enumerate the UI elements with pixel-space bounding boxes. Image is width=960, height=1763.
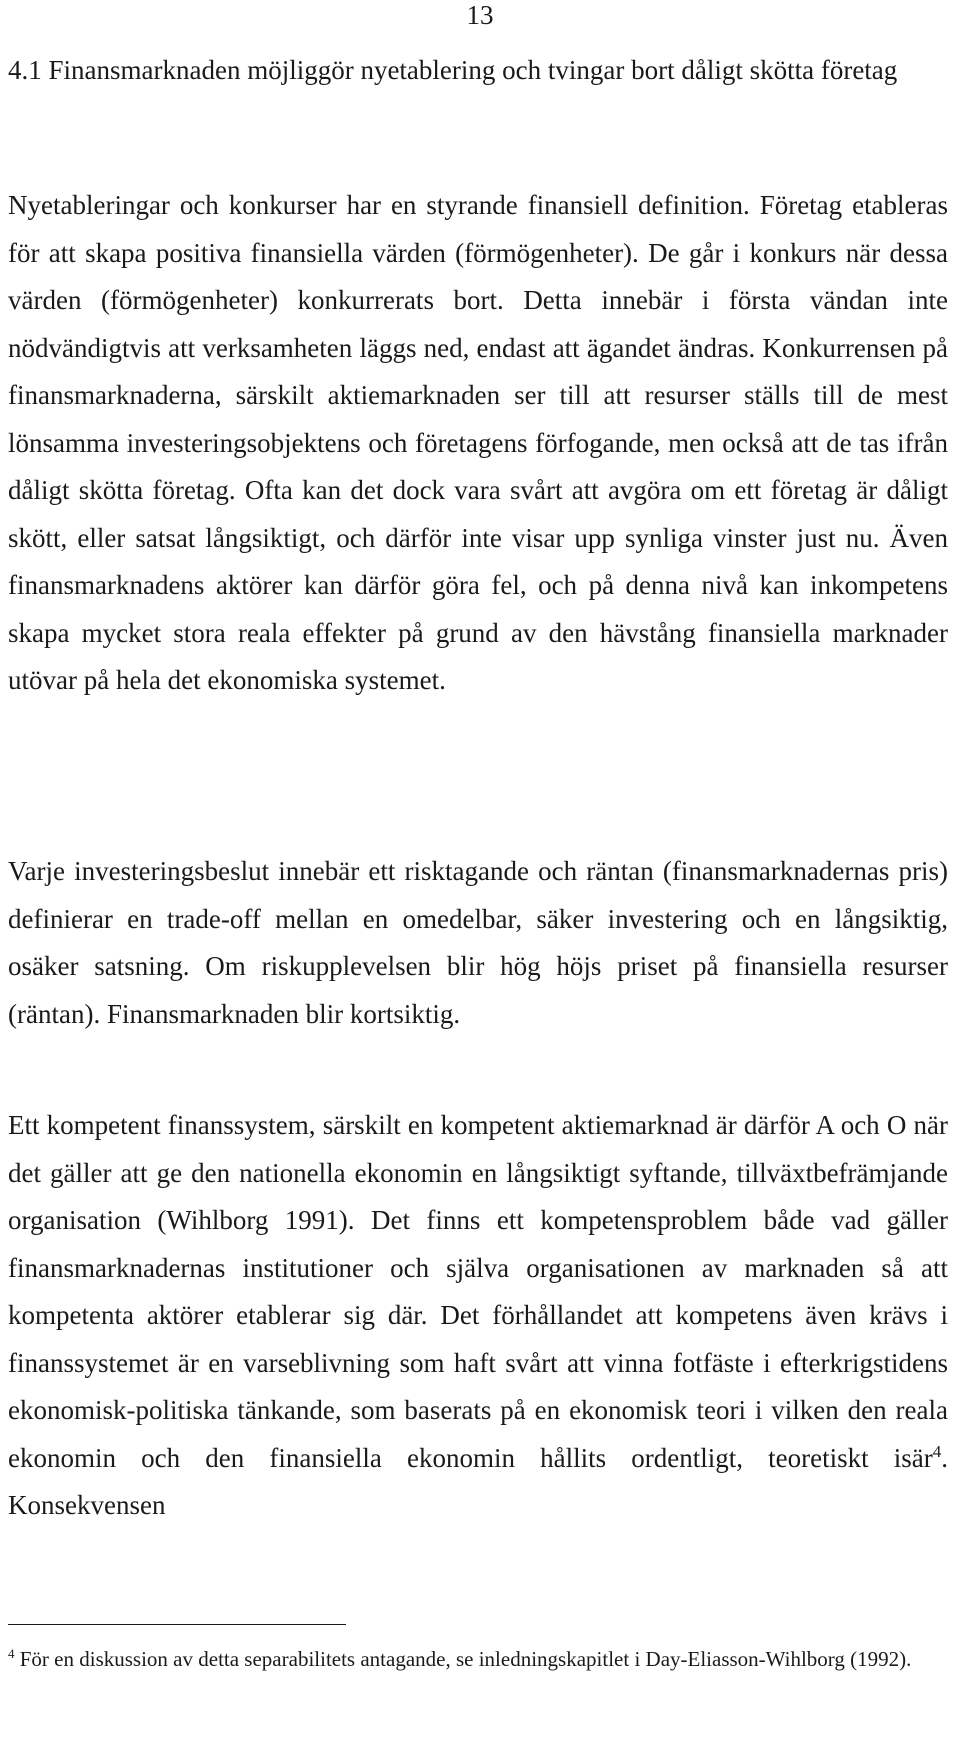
footnote-marker: 4 [8,1646,15,1661]
body-paragraph-1: Nyetableringar och konkurser har en styrande finansiell definition. Företag etableras för att skapa positiva finansiella värden (förmögenheter). De går i konkurs när dessa värden (förmögenheter) konkurrerats bort. Detta innebär i första vändan inte nödvändigtvis att verksamheten läggs ned, endast att ägandet ändras. Konkurrensen på finansmarknaderna, särskilt aktiemarknaden ser till att resurser ställs till de mest lönsamma investeringsobjektens och företagens förfogande, men också att de tas ifrån dåligt skötta företag. Ofta kan det dock vara svårt att avgöra om ett företag är dåligt skött, eller satsat långsiktigt, och därför inte visar upp synliga vinster just nu. Även finansmarknadens aktörer kan därför göra fel, och på denna nivå kan inkompetens skapa mycket stora reala effekter på grund av den hävstång finansiella marknader utövar på hela det ekonomiska systemet. [8,190,948,695]
page-number: 13 [466,0,494,30]
footnote-text: För en diskussion av detta separabilitets antagande, se inledningskapitlet i Day-Eliasson-Wihlborg (1992). [14,1647,912,1671]
body-paragraph-2: Varje investeringsbeslut innebär ett risktagande och räntan (finansmarknadernas pris) definierar en trade-off mellan en omedelbar, säker investering och en långsiktig, osäker satsning. Om riskupplevelsen blir hög höjs priset på finansiella resurser (räntan). Finansmarknaden blir kortsiktig. [8,856,948,1029]
footnote-divider [8,1624,346,1625]
paragraph-3-tail: . Konsekvensen [8,1442,948,1520]
footnote-reference: 4 [932,1441,942,1461]
paragraph-3-text: Ett kompetent finanssystem, särskilt en kompetent aktiemarknad är därför A och O när det gäller att ge den nationella ekonomin en långsiktigt syftande, tillväxtbefrämjande organisation (Wihlborg 1991). Det finns ett kompetensproblem både vad gäller finansmarknadernas institutioner och själva organisationen av marknaden så att kompetenta aktörer etablerar sig där. Det förhållandet att kompetens även krävs i finanssystemet är en varseblivning som haft svårt att vinna fotfäste i efterkrigstidens ekonomisk-politiska tänkande, som baserats på en ekonomisk teori i vilken den reala ekonomin och den finansiella ekonomin hållits ordentligt, teoretiskt isär [8,1110,948,1473]
footnote [8,1642,948,1676]
body-paragraph-3 [8,1102,948,1530]
section-heading: 4.1 Finansmarknaden möjliggör nyetablering och tvingar bort dåligt skötta företag [8,55,898,85]
